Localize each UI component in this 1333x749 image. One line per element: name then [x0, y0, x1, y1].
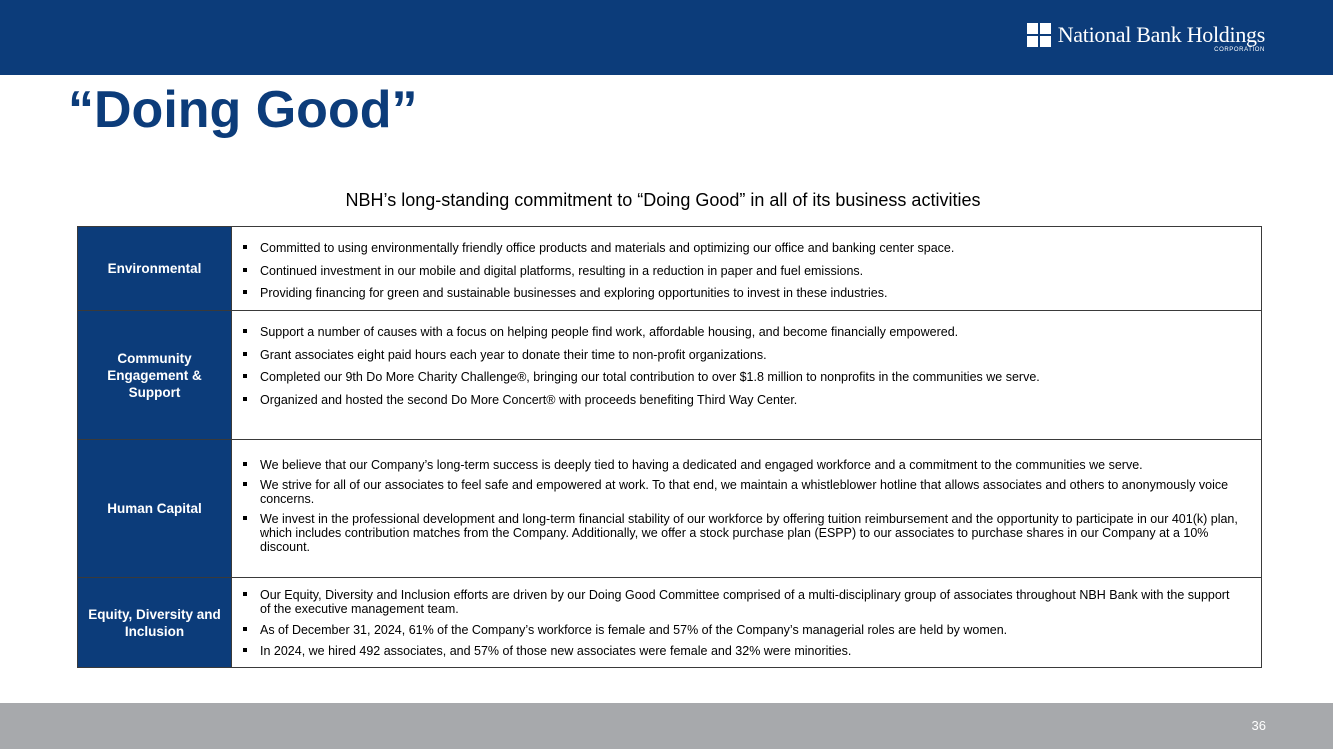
table-row-human-capital — [78, 440, 1262, 578]
table-row-edi — [78, 578, 1262, 668]
header-bar — [0, 0, 1333, 75]
logo-squares-icon — [1027, 23, 1051, 47]
category-label: Environmental — [107, 261, 202, 276]
category-label: Human Capital — [107, 501, 202, 516]
bullet-item: In 2024, we hired 492 associates, and 57% of those new associates were female and 32% were minorities. — [240, 644, 1239, 658]
bullet-list — [232, 311, 1261, 407]
company-logo — [1027, 22, 1265, 62]
items-cell — [232, 227, 1262, 311]
logo-subtitle: CORPORATION — [1214, 47, 1265, 53]
items-cell — [232, 311, 1262, 440]
bullet-item: Committed to using environmentally friendly office products and materials and optimizing our office and banking center space. — [240, 241, 1239, 255]
bullet-list — [232, 440, 1261, 554]
bullet-item: Our Equity, Diversity and Inclusion efforts are driven by our Doing Good Committee comprised of a multi-disciplinary group of associates throughout NBH Bank with the support of the executive management team. — [240, 588, 1239, 616]
items-cell — [232, 578, 1262, 668]
page-title: “Doing Good” — [68, 81, 418, 139]
logo-name: National Bank Holdings — [1057, 22, 1265, 47]
items-cell — [232, 440, 1262, 578]
bullet-item: Grant associates eight paid hours each year to donate their time to non-profit organizations. — [240, 348, 1239, 362]
bullet-item: Providing financing for green and sustainable businesses and exploring opportunities to invest in these industries. — [240, 286, 1239, 300]
doing-good-table — [77, 226, 1262, 668]
page-number: 36 — [1251, 718, 1266, 733]
bullet-list — [232, 578, 1261, 658]
category-label: Community Engagement & Support — [107, 350, 202, 400]
slide-subtitle: NBH’s long-standing commitment to “Doing Good” in all of its business activities — [345, 190, 981, 210]
category-label: Equity, Diversity and Inclusion — [88, 606, 221, 639]
bullet-item: We believe that our Company’s long-term success is deeply tied to having a dedicated and engaged workforce and a commitment to the communities we serve. — [240, 458, 1239, 472]
bullet-item: Support a number of causes with a focus on helping people find work, affordable housing, and become financially empowered. — [240, 325, 1239, 339]
bullet-item: Organized and hosted the second Do More Concert® with proceeds benefiting Third Way Center. — [240, 393, 1239, 407]
bullet-item: As of December 31, 2024, 61% of the Company’s workforce is female and 57% of the Company’s managerial roles are held by women. — [240, 623, 1239, 637]
category-cell — [78, 311, 232, 440]
category-cell — [78, 578, 232, 668]
bullet-item: Completed our 9th Do More Charity Challenge®, bringing our total contribution to over $1.8 million to nonprofits in the communities we serve. — [240, 370, 1239, 384]
category-cell — [78, 440, 232, 578]
category-cell — [78, 227, 232, 311]
table-row-community — [78, 311, 1262, 440]
bullet-list — [232, 227, 1261, 300]
table-row-environmental — [78, 227, 1262, 311]
bullet-item: We strive for all of our associates to feel safe and empowered at work. To that end, we maintain a whistleblower hotline that allows associates and others to anonymously voice concerns. — [240, 478, 1239, 506]
bullet-item: Continued investment in our mobile and digital platforms, resulting in a reduction in paper and fuel emissions. — [240, 264, 1239, 278]
footer-bar — [0, 703, 1333, 749]
bullet-item: We invest in the professional development and long-term financial stability of our workforce by offering tuition reimbursement and the opportunity to participate in our 401(k) plan, which includes contribution matches from the Company. Additionally, we offer a stock purchase plan (ESPP) to our associates to purchase shares in our Company at a 10% discount. — [240, 512, 1239, 554]
